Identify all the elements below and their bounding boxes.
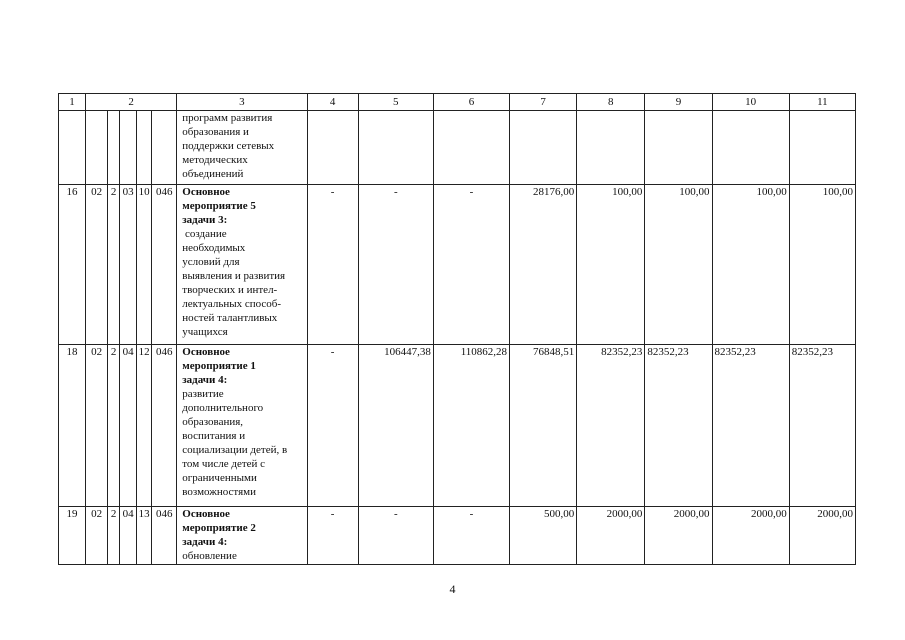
value-cell: 110862,28 — [433, 345, 509, 507]
table-row — [59, 507, 856, 565]
continuation-text: программ развития образования и поддержки сетевых методических объединений — [177, 111, 307, 185]
code-cell: 046 — [152, 185, 177, 345]
code-cell: 10 — [137, 185, 152, 345]
value-cell: 82352,23 — [789, 345, 855, 507]
header-cell: 1 — [59, 94, 86, 111]
table-row — [59, 345, 856, 507]
code-cell: 12 — [137, 345, 152, 507]
code-cell: 2 — [108, 185, 120, 345]
value-cell: 82352,23 — [645, 345, 712, 507]
value-cell: - — [358, 185, 433, 345]
row-number: 16 — [59, 185, 86, 345]
activity-description: Основное мероприятие 2 задачи 4: обновление — [177, 507, 307, 565]
value-cell: 100,00 — [645, 185, 712, 345]
page-number: 4 — [449, 582, 456, 596]
value-cell: 2000,00 — [712, 507, 789, 565]
value-cell: 28176,00 — [510, 185, 577, 345]
value-cell: 500,00 — [510, 507, 577, 565]
table-row — [59, 185, 856, 345]
header-cell: 4 — [307, 94, 358, 111]
value-cell: 100,00 — [577, 185, 645, 345]
activity-description: Основное мероприятие 1 задачи 4: развитие дополнительного образования, воспитания и социализации детей, в том числе детей с ограниченными возможностями — [177, 345, 307, 507]
value-cell: 2000,00 — [645, 507, 712, 565]
value-cell: - — [358, 507, 433, 565]
header-cell: 11 — [789, 94, 855, 111]
value-cell: 106447,38 — [358, 345, 433, 507]
header-cell: 8 — [577, 94, 645, 111]
code-cell: 2 — [108, 507, 120, 565]
header-cell: 3 — [177, 94, 307, 111]
header-cell: 2 — [86, 94, 177, 111]
header-cell: 6 — [433, 94, 509, 111]
value-cell: - — [307, 185, 358, 345]
header-cell: 10 — [712, 94, 789, 111]
code-cell: 13 — [137, 507, 152, 565]
value-cell: 76848,51 — [510, 345, 577, 507]
code-cell: 2 — [108, 345, 120, 507]
code-cell: 02 — [86, 507, 108, 565]
header-cell: 5 — [358, 94, 433, 111]
value-cell: 100,00 — [789, 185, 855, 345]
header-cell: 7 — [510, 94, 577, 111]
row-number: 18 — [59, 345, 86, 507]
code-cell: 046 — [152, 507, 177, 565]
code-cell: 02 — [86, 345, 108, 507]
value-cell: - — [307, 345, 358, 507]
table-row — [59, 111, 856, 185]
value-cell: - — [433, 185, 509, 345]
code-cell: 046 — [152, 345, 177, 507]
value-cell: - — [433, 507, 509, 565]
value-cell: - — [307, 507, 358, 565]
header-row — [59, 94, 856, 111]
activity-description: Основное мероприятие 5 задачи 3: создание необходимых условий для выявления и развития творческих и интел- лектуальных способ- ностей талантливых учащихся — [177, 185, 307, 345]
value-cell: 100,00 — [712, 185, 789, 345]
code-cell: 04 — [120, 345, 137, 507]
value-cell: 2000,00 — [789, 507, 855, 565]
code-cell: 02 — [86, 185, 108, 345]
value-cell: 82352,23 — [577, 345, 645, 507]
value-cell: 82352,23 — [712, 345, 789, 507]
budget-table — [58, 93, 856, 565]
row-number: 19 — [59, 507, 86, 565]
code-cell: 04 — [120, 507, 137, 565]
value-cell: 2000,00 — [577, 507, 645, 565]
header-cell: 9 — [645, 94, 712, 111]
code-cell: 03 — [120, 185, 137, 345]
